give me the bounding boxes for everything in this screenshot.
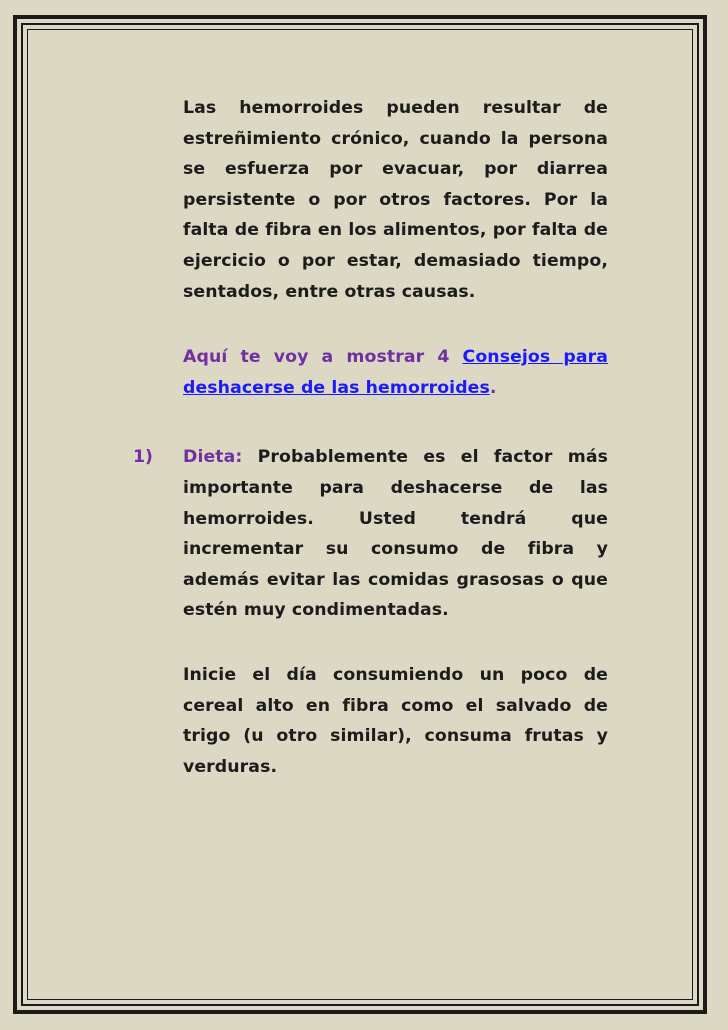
- list-item-label: Dieta:: [183, 447, 243, 468]
- list-item-text: Probablemente es el factor más importante para deshacerse de las hemorroides. Usted tendrá que incrementar su consumo de fibra y además evitar las comidas grasosas o que estén muy condimentadas.: [183, 447, 608, 621]
- list-item-number: 1): [133, 447, 153, 468]
- list-item: [133, 442, 608, 626]
- tips-intro-suffix: .: [489, 377, 497, 398]
- tips-intro-prefix: Aquí te voy a mostrar 4: [183, 347, 463, 368]
- tips-link[interactable]: Consejos para deshacerse de las hemorroides: [183, 347, 609, 398]
- document-body: [133, 93, 609, 782]
- followup-paragraph: Inicie el día consumiendo un poco de cereal alto en fibra como el salvado de trigo (u otro similar), consuma frutas y verduras.: [183, 664, 608, 777]
- list-item-paragraph: [183, 442, 608, 626]
- tips-intro-paragraph: [183, 342, 608, 403]
- intro-paragraph: Las hemorroides pueden resultar de estreñimiento crónico, cuando la persona se esfuerza por evacuar, por diarrea persistente o por otros factores. Por la falta de fibra en los alimentos, por falta de ejercicio o por estar, demasiado tiempo, sentados, entre otras causas.: [183, 98, 608, 302]
